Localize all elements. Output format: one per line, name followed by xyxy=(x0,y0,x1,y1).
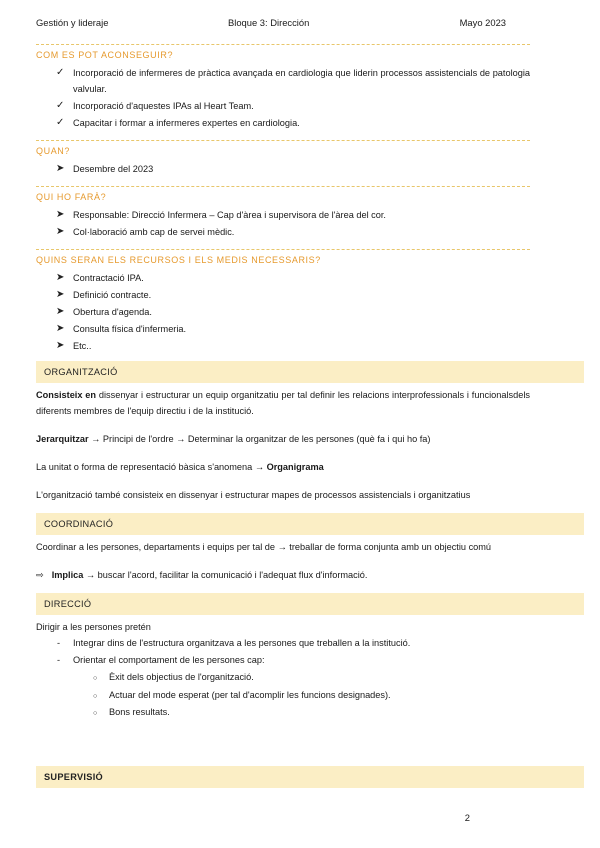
list-item: ○ Èxit dels objectius de l'organització. xyxy=(36,669,530,687)
who-list xyxy=(36,207,530,240)
header-block: Bloque 3: Dirección xyxy=(228,17,310,28)
list-item: ➤ Obertura d'agenda. xyxy=(36,304,530,320)
page-header xyxy=(36,17,564,31)
document-body xyxy=(36,44,530,788)
list-item: ➤ Consulta física d'infermeria. xyxy=(36,321,530,337)
list-item: ➤ Definició contracte. xyxy=(36,287,530,303)
checkmark-icon: ✓ xyxy=(56,117,65,128)
organitzacio-paragraph-4: L'organització també consisteix en dissenyar i estructurar mapes de processos assistencials i organitzatius xyxy=(36,490,471,500)
checkmark-icon: ✓ xyxy=(56,67,65,78)
when-list xyxy=(36,161,530,177)
list-item: ➤ Responsable: Direcció Infermera – Cap d'àrea i supervisora de l'àrea del cor. xyxy=(36,207,530,223)
list-item: ➤ Contractació IPA. xyxy=(36,270,530,286)
list-item: ✓ Incorporació de infermeres de pràctica avançada en cardiologia que liderin processos assistencials de patologia valvular. xyxy=(56,67,530,94)
arrow-bullet-icon: ➤ xyxy=(56,340,65,351)
list-item: ○ Bons resultats. xyxy=(36,704,530,722)
arrow-bullet-icon: ➤ xyxy=(56,163,65,174)
checkmark-icon: ✓ xyxy=(56,100,65,111)
list-item: ➤ Etc.. xyxy=(36,338,530,354)
band-coordinacio: COORDINACIÓ xyxy=(36,513,584,535)
band-organitzacio: ORGANITZACIÓ xyxy=(36,361,584,383)
band-supervisio: SUPERVISIÓ xyxy=(36,766,584,788)
arrow-bullet-icon: ➤ xyxy=(56,226,65,237)
list-item: ○ Actuar del mode esperat (per tal d'acomplir les funcions designades). xyxy=(36,687,530,705)
list-item: - Orientar el comportament de les persones cap: xyxy=(57,655,265,665)
list-item: - Integrar dins de l'estructura organitzava a les persones que treballen a la institució. xyxy=(57,638,411,648)
coordinacio-paragraph-1: Coordinar a les persones, departaments i equips per tal de → treballar de forma conjunta amb un objectiu comú xyxy=(36,542,492,552)
organitzacio-paragraph-1: Consisteix en dissenyar i estructurar un equip organitzatiu per tal definir les relacions interprofessionals i funcionalsdels diferents membres de l'equip directiu i de la institució. xyxy=(36,390,530,416)
direccio-dash-list xyxy=(36,635,530,669)
page-number: 2 xyxy=(464,812,470,823)
organitzacio-paragraph-3: La unitat o forma de representació bàsica s'anomena → Organigrama xyxy=(36,462,324,472)
arrow-bullet-icon: ➤ xyxy=(56,289,65,300)
list-item: ➤ Desembre del 2023 xyxy=(36,161,530,177)
circle-bullet-icon: ○ xyxy=(93,675,98,682)
how-list xyxy=(36,65,530,131)
list-item: ✓ Incorporació d'aquestes IPAs al Heart Team. xyxy=(36,98,530,114)
list-item: ➤ Col·laboració amb cap de servei mèdic. xyxy=(36,224,530,240)
section-heading-how: COM ES POT ACONSEGUIR? xyxy=(36,44,530,60)
section-heading-resources: QUINS SERAN ELS RECURSOS I ELS MEDIS NECESSARIS? xyxy=(36,249,530,265)
circle-bullet-icon: ○ xyxy=(93,710,98,717)
circle-bullet-icon: ○ xyxy=(93,692,98,700)
list-item: ✓ Capacitar i formar a infermeres expertes en cardiologia. xyxy=(36,115,530,131)
arrow-bullet-icon: ➤ xyxy=(56,209,65,220)
header-course: Gestión y lideraje xyxy=(36,17,109,28)
direccio-sub-list xyxy=(36,669,530,722)
section-heading-when: QUAN? xyxy=(36,140,530,156)
coordinacio-paragraph-2: ⇨ Implica → buscar l'acord, facilitar la comunicació i l'adequat flux d'informació. xyxy=(36,570,368,580)
header-date: Mayo 2023 xyxy=(459,17,506,28)
section-heading-who: QUI HO FARÀ? xyxy=(36,186,530,202)
resources-list xyxy=(36,270,530,354)
arrow-bullet-icon: ➤ xyxy=(56,323,65,334)
direccio-intro: Dirigir a les persones pretén xyxy=(36,622,151,632)
band-direccio: DIRECCIÓ xyxy=(36,593,584,615)
arrow-outline-icon: ⇨ xyxy=(36,570,44,580)
arrow-bullet-icon: ➤ xyxy=(56,306,65,317)
organitzacio-paragraph-2: Jerarquitzar → Principi de l'ordre → Determinar la organitzar de les persones (què fa i qui ho fa) xyxy=(36,434,431,444)
arrow-bullet-icon: ➤ xyxy=(56,272,65,283)
